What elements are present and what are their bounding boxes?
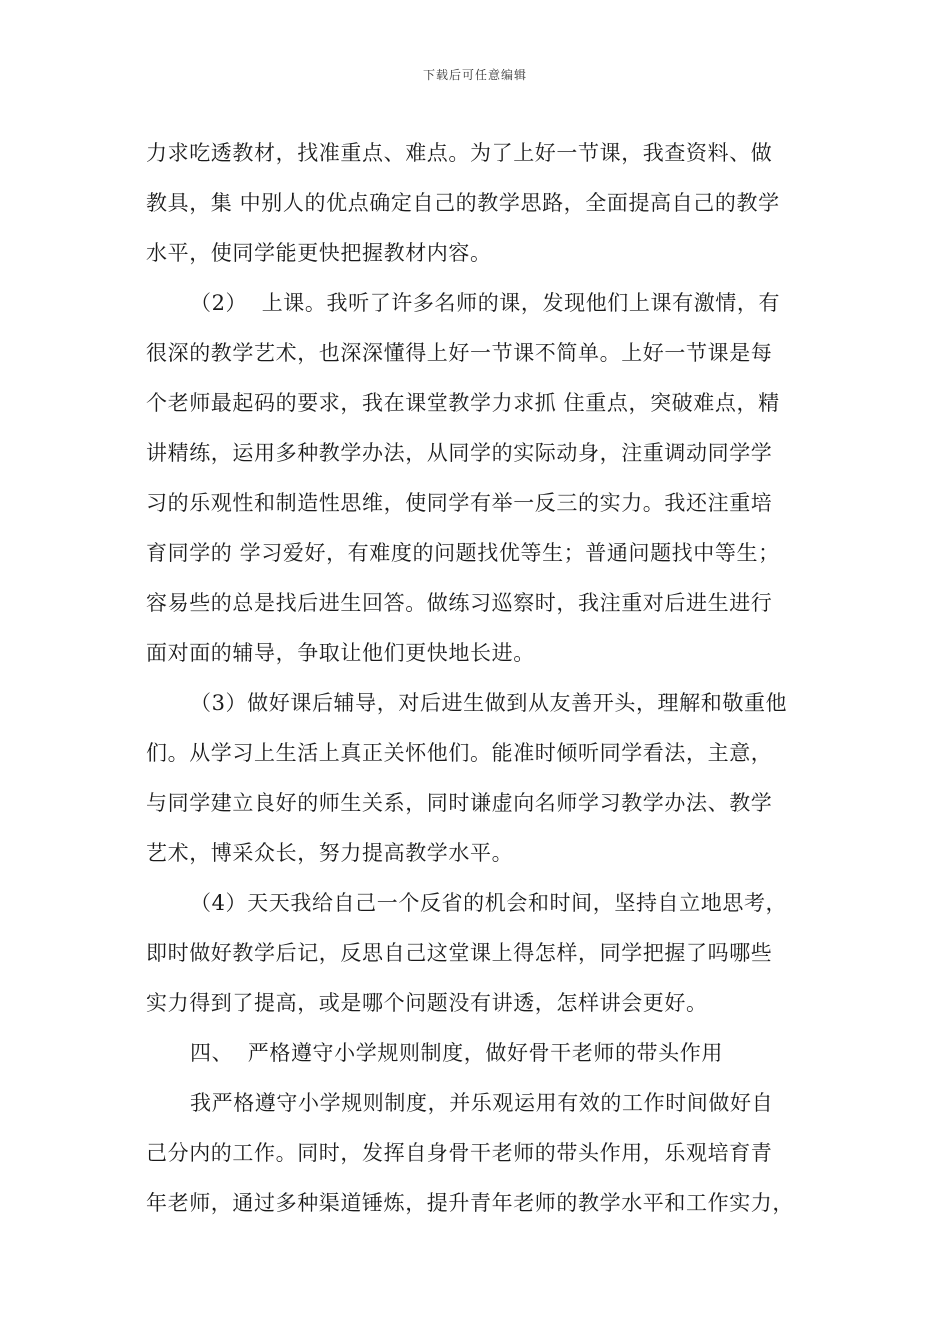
text-line: 很深的教学艺术，也深深懂得上好一节课不简单。上好一节课是每 [146,341,773,365]
paragraph-start-line: （4）天天我给自己一个反省的机会和时间，坚持自立地思考， [190,891,788,915]
page-header: 下载后可任意编辑 [422,68,527,82]
text-line: 育同学的 学习爱好，有难度的问题找优等生；普通问题找中等生； [146,541,780,565]
text-line: 个老师最起码的要求，我在课堂教学力求抓 住重点，突破难点，精 [146,391,780,415]
text-line: 即时做好教学后记，反思自己这堂课上得怎样，同学把握了吗哪些 [146,941,773,965]
text-line: 艺术，博采众长，努力提高教学水平。 [146,841,514,865]
text-line: 水平，使同学能更快把握教材内容。 [146,241,492,265]
text-line: 习的乐观性和制造性思维，使同学有举一反三的实力。我还注重培 [146,491,773,515]
paragraph-start-line: （3）做好课后辅导，对后进生做到从友善开头，理解和敬重他 [190,691,788,715]
paragraph-start-line: 我严格遵守小学规则制度，并乐观运用有效的工作时间做好自 [190,1091,774,1115]
section-heading: 四、 严格遵守小学规则制度，做好骨干老师的带头作用 [190,1041,723,1065]
text-line: 讲精练，运用多种教学办法，从同学的实际动身，注重调动同学学 [146,441,773,465]
text-line: 己分内的工作。同时，发挥自身骨干老师的带头作用，乐观培育青 [146,1141,773,1165]
document-body [146,128,822,1228]
text-line: 力求吃透教材，找准重点、难点。为了上好一节课，我查资料、做 [146,141,773,165]
text-line: 容易些的总是找后进生回答。做练习巡察时，我注重对后进生进行 [146,591,773,615]
text-line: 面对面的辅导，争取让他们更快地长进。 [146,641,535,665]
text-line: 们。从学习上生活上真正关怀他们。能准时倾听同学看法，主意， [146,741,773,765]
text-line: 实力得到了提高，或是哪个问题没有讲透，怎样讲会更好。 [146,991,708,1015]
paragraph-start-line: （2） 上课。我听了许多名师的课，发现他们上课有激情，有 [190,291,781,315]
text-line: 与同学建立良好的师生关系，同时谦虚向名师学习教学办法、教学 [146,791,773,815]
text-line: 教具，集 中别人的优点确定自己的教学思路，全面提高自己的教学 [146,191,780,215]
text-line: 年老师，通过多种渠道锤炼，提升青年老师的教学水平和工作实力， [146,1191,794,1215]
